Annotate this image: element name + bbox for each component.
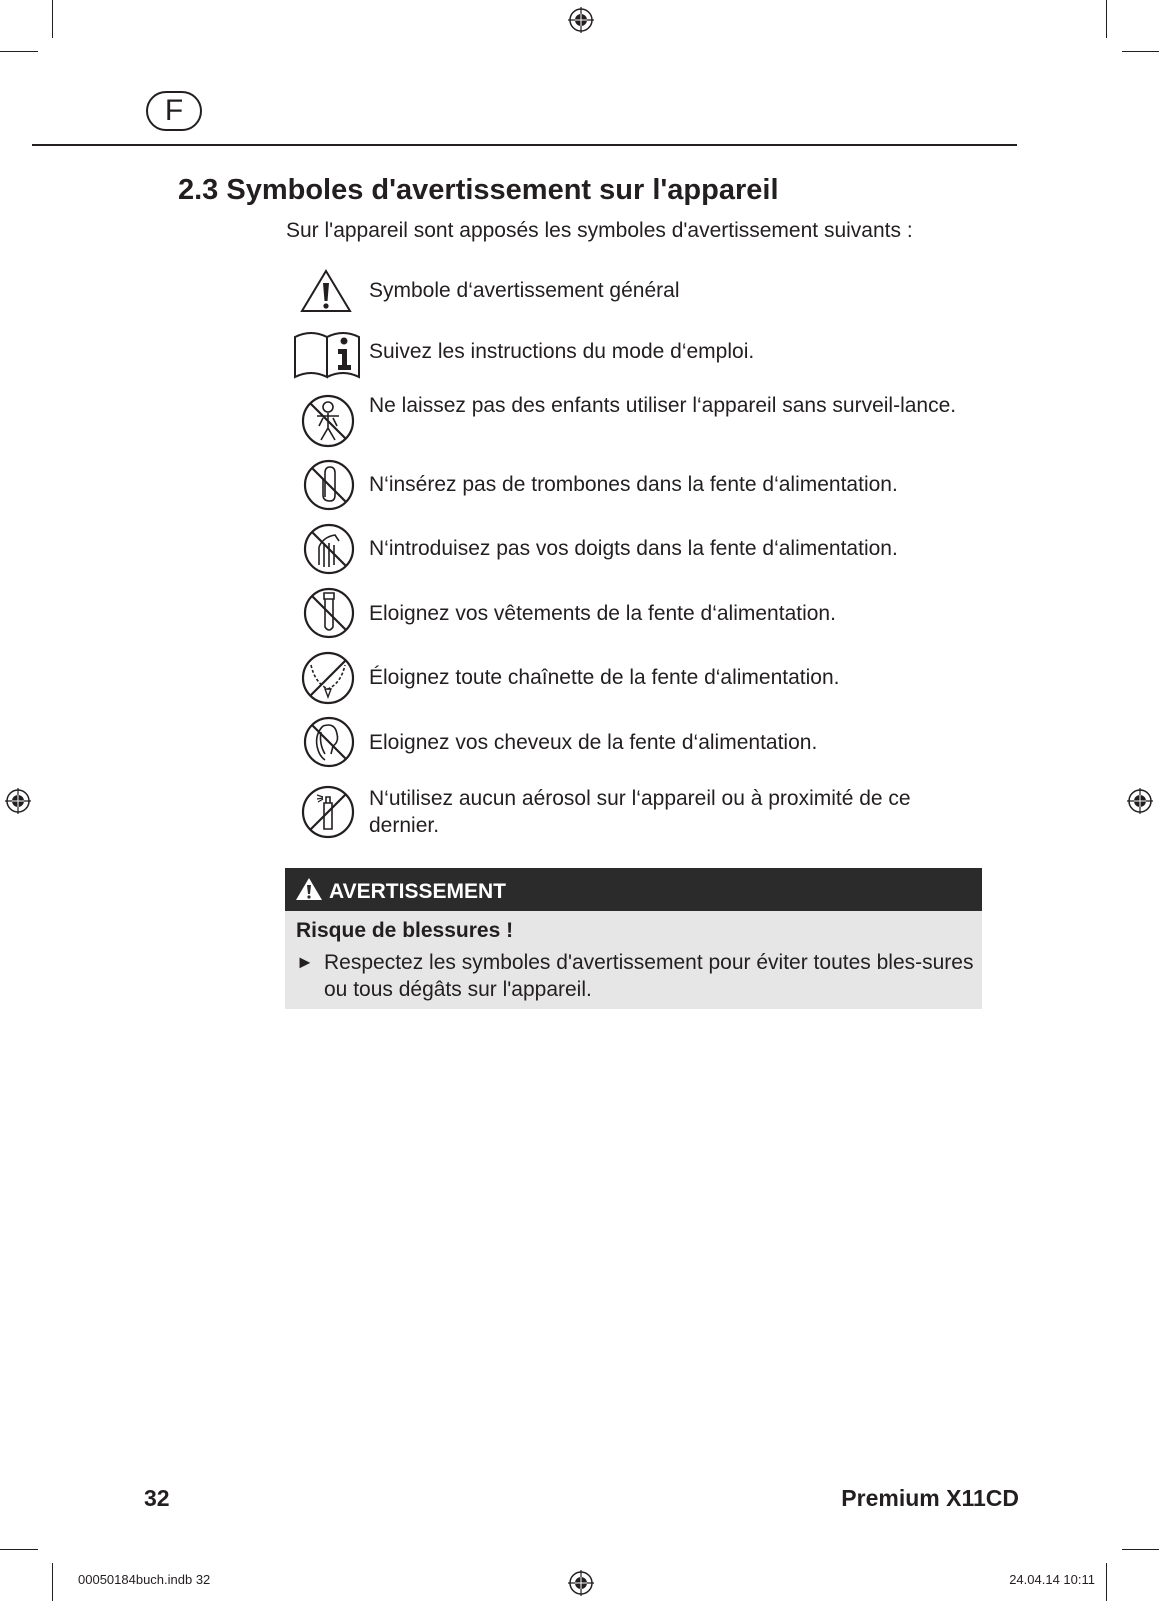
- symbol-text: Éloignez toute chaînette de la fente d‘alimentation.: [369, 666, 840, 689]
- symbol-text: Symbole d‘avertissement général: [369, 279, 680, 302]
- no-hair-icon: [301, 714, 357, 770]
- warning-text: Respectez les symboles d'avertissement pour éviter toutes bles-sures ou tous dégâts sur l'appareil.: [324, 951, 974, 1001]
- bullet-arrow-icon: ►: [296, 952, 314, 972]
- crop-mark: [52, 0, 53, 38]
- page-number: 32: [144, 1485, 170, 1511]
- crop-mark: [0, 1549, 38, 1550]
- crop-mark: [0, 51, 38, 52]
- no-necklace-icon: [299, 649, 357, 707]
- registration-mark-icon: [1125, 786, 1155, 816]
- registration-mark-icon: [566, 1568, 596, 1598]
- crop-mark: [1106, 1563, 1107, 1601]
- warning-triangle-icon: [299, 267, 363, 317]
- no-aerosol-icon: [299, 783, 357, 841]
- crop-mark: [1122, 51, 1159, 52]
- symbol-text: Eloignez vos vêtements de la fente d‘alimentation.: [369, 602, 836, 625]
- print-slug-date: 24.04.14 10:11: [1009, 1572, 1095, 1587]
- symbol-text: N‘introduisez pas vos doigts dans la fente d‘alimentation.: [369, 537, 898, 560]
- warning-heading: AVERTISSEMENT: [329, 880, 506, 903]
- crop-mark: [52, 1563, 53, 1601]
- no-children-icon: [299, 392, 357, 450]
- model-name: Premium X11CD: [841, 1485, 1019, 1511]
- registration-mark-icon: [566, 5, 596, 35]
- no-clothing-icon: [301, 585, 357, 641]
- crop-mark: [1106, 0, 1107, 38]
- crop-mark: [1122, 1549, 1159, 1550]
- symbol-text: Suivez les instructions du mode d‘emploi.: [369, 340, 755, 363]
- warning-box: [285, 868, 982, 1009]
- warning-triangle-icon: [295, 877, 323, 901]
- language-badge: F: [146, 91, 202, 131]
- print-slug-file: 00050184buch.indb 32: [78, 1572, 211, 1587]
- section-title: 2.3 Symboles d'avertissement sur l'appareil: [178, 174, 779, 206]
- registration-mark-icon: [3, 786, 33, 816]
- symbol-text: Eloignez vos cheveux de la fente d‘alimentation.: [369, 731, 818, 754]
- no-paperclip-icon: [301, 457, 357, 513]
- symbol-text: N‘utilisez aucun aérosol sur l‘appareil ou à proximité de ce dernier.: [369, 787, 911, 837]
- symbol-text: Ne laissez pas des enfants utiliser l‘appareil sans surveil-lance.: [369, 394, 957, 417]
- warning-header: [285, 868, 982, 911]
- section-intro: Sur l'appareil sont apposés les symboles d'avertissement suivants :: [286, 219, 913, 242]
- symbol-text: N‘insérez pas de trombones dans la fente d‘alimentation.: [369, 473, 898, 496]
- warning-subtitle: Risque de blessures !: [296, 919, 514, 942]
- no-fingers-icon: [301, 521, 357, 577]
- header-divider: [32, 144, 1017, 146]
- manual-info-icon: [293, 325, 363, 381]
